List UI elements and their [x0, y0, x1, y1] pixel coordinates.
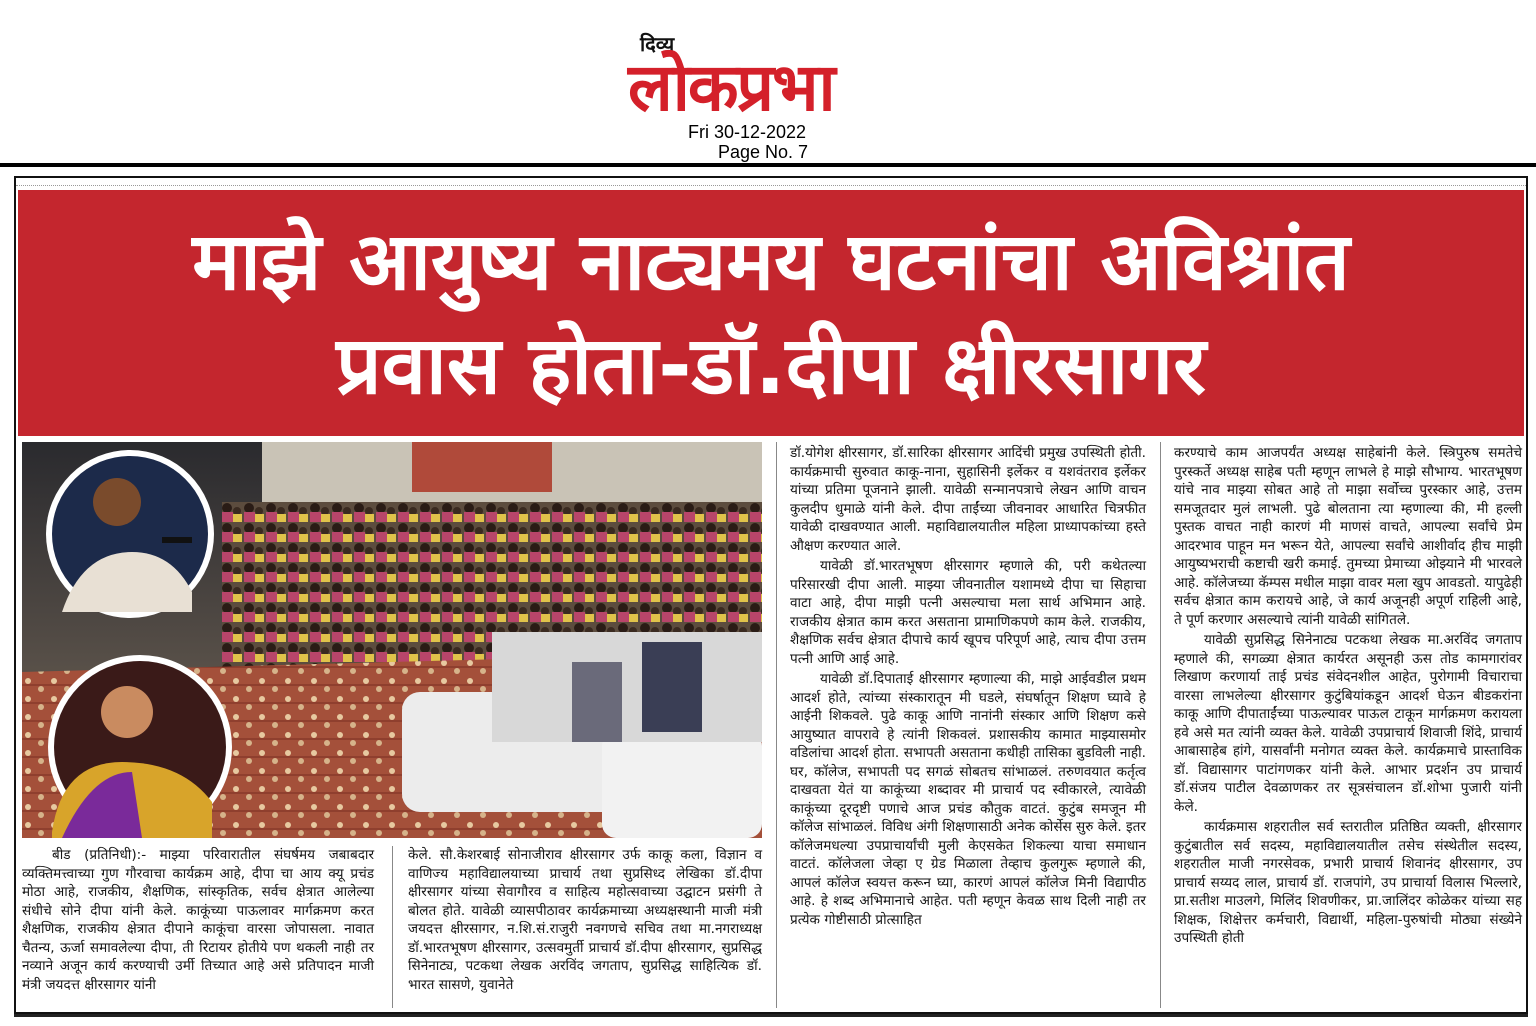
- article-column-4: [1174, 444, 1522, 950]
- white-chairs-front: [602, 732, 762, 838]
- headline-line-2: प्रवास होता-डॉ.दीपा क्षीरसागर: [336, 319, 1206, 412]
- paragraph: यावेळी डॉ.भारतभूषण क्षीरसागर म्हणाले की, परी कथेतल्या परिसारखी दीपा आली. माझ्या जीवनातील यशामध्ये दीपा चा सिहाचा वाटा आहे, दीपा माझी पत्नी असल्याचा मला सार्थ अभिमान आहे. राजकीय क्षेत्रात काम करत असताना प्रामाणिकपणे काम केले. राजकीय, शैक्षणिक सर्वच क्षेत्रात दीपाचे कार्य खूपच परिपूर्ण आहे, त्याच दीपा उत्तम पत्नी आणि आई आहे.: [790, 558, 1146, 667]
- clipping-cut-edge: [16, 178, 1526, 186]
- article-column-2: [408, 846, 762, 996]
- paragraph: बीड (प्रतिनिधी):- माझ्या परिवारातील संघर्षमय जबाबदार व्यक्तिमत्त्वाच्या गुण गौरवाचा कार्यक्रम आहे, दीपा चा आय क्यू प्रचंड मोठा आहे, राजकीय, शैक्षणिक, सांस्कृतिक, सर्वच क्षेत्रात आलेल्या संधीचे सोने दीपा यांनी केले. काकूंच्या पाऊलावर मार्गक्रमण करत शैक्षणिक, राजकीय क्षेत्रात दीपाने काकूंचा वारसा जोपासला. नावात चैतन्य, ऊर्जा समावलेल्या दीपा, ती रिटायर होतीये पण थकली नाही तर नव्याने अजून कार्य करण्याची उर्मी तिच्यात आहे असे प्रतिपादन माजी मंत्री जयदत्त क्षीरसागर यांनी: [22, 847, 374, 993]
- paragraph: यावेळी सुप्रसिद्ध सिनेनाट्य पटकथा लेखक मा.अरविंद जगताप म्हणाले की, सगळ्या क्षेत्रात कार्यरत असूनही ऊस तोड कामगारांवर लिखाण करणार्या ताई प्रचंड संवेदनशील आहेत, पुरोगामी विचाराचा वारसा लाभलेल्या क्षीरसागर कुटुंबियांकडून आदर्श घेऊन बीडकरांना काकू आणि दीपाताईंच्या पाऊल्यावर पाऊल टाकून मार्गक्रमण करायला हवे असे मत त्यांनी व्यक्त केले. यावेळी उपप्राचार्य शिवाजी शिंदे, प्राचार्य आबासाहेब हांगे, यासर्वांनी मनोगत व्यक्त केले. कार्यक्रमाचे प्रास्ताविक डॉ. विद्यासागर पाटांगणकर यांनी केले. आभार प्रदर्शन उप प्राचार्य डॉ.संजय पाटील देवळाणकर तर सूत्रसंचालन डॉ.शोभा पुजारी यांनी केले.: [1174, 632, 1522, 815]
- paragraph: यावेळी डॉ.दिपाताई क्षीरसागर म्हणाल्या की, माझे आईवडील प्रथम आदर्श होते, त्यांच्या संस्कारातून मी घडले, संघर्षातून शिक्षण घ्यावे हे आईनी शिकवले. पुढे काकू आणि नानांनी संस्कार आणि शिक्षण कसे आयुष्यात वापरावे हे त्यांनी शिकवलं. प्रशासकीय कामात माझ्यासमोर वडिलांचा आदर्श होता. सभापती असताना कधीही तासिका बुडविली नाही. घर, कॉलेज, सभापती पद सगळं सोबतच सांभाळलं. तरुणवयात कर्तृत्व दाखवता येतं या काकूंच्या शब्दावर मी प्राचार्य पद स्वीकारले, त्यावेळी काकूंच्या दूरदृष्टी पणाचे आज प्रचंड कौतुक वाटतं. कुटुंब समजून मी कॉलेज सांभाळलं. विविध अंगी शिक्षणासाठी अनेक कोर्सेस सुरु केले. इतर कॉलेजमधल्या उपप्राचार्यांची मुली केएसकेत शिकल्या याचा समाधान वाटतं. कॉलेजला जेव्हा ए ग्रेड मिळाला तेव्हाच कुलगुरू म्हणाले की, आपलं कॉलेज स्वयत्त करून घ्या, कारणं आपलं कॉलेज मिनी विद्यापीठ आहे. हे शब्द अभिमानाचे आहेत. पती म्हणून केवळ साथ दिली नाही तर प्रत्येक गोष्टीसाठी प्रोत्साहित: [790, 671, 1146, 928]
- column-divider-under: [392, 846, 393, 1008]
- page-number: Page No. 7: [718, 142, 809, 162]
- article-column-3: [790, 444, 1146, 931]
- paragraph: डॉ.योगेश क्षीरसागर, डॉ.सारिका क्षीरसागर आदिंची प्रमुख उपस्थिती होती. कार्यक्रमाची सुरुवात काकू-नाना, सुहासिनी इर्लेकर व यशवंतराव इर्लेकर यांच्या प्रतिमा पूजनाने झाली. यावेळी सन्मानपत्राचे लेखन आणि वाचन कुलदीप धुमाळे यांनी केले. दीपा ताईंच्या जीवनावर आधारित चित्रफीत यावेळी दाखवण्यात आली. महाविद्यालयातील महिला प्राध्यापकांच्या हस्ते औक्षण करण्यात आले.: [790, 445, 1146, 554]
- event-photo: [22, 442, 762, 838]
- logo-prefix: दिव्य: [640, 32, 675, 56]
- headline-banner: [18, 190, 1524, 436]
- paragraph: कार्यक्रमास शहरातील सर्व स्तरातील प्रतिष्ठित व्यक्ती, क्षीरसागर कुटुंबातील सर्व सदस्य, महाविद्यालयातील तसेच संस्थेतील सदस्य, शहरातील माजी नगरसेवक, प्रभारी प्राचार्य शिवानंद क्षीरसागर, उप प्राचार्य सय्यद लाल, प्राचार्य डॉ. राजपांगे, उप प्राचार्या विलास भिल्लारे, प्रा.सतीश माउलगे, मिलिंद शिवणीकर, प्रा.जालिंदर कोळेकर यांच्या सह शिक्षक, शिक्षेत्तर कर्मचारी, विद्यार्थी, महिला-पुरुषांची मोठ्या संख्येने उपस्थिती होती: [1174, 819, 1522, 946]
- masthead: [0, 0, 1536, 165]
- paragraph: करण्याचे काम आजपर्यंत अध्यक्ष साहेबांनी केले. स्त्रिपुरुष समतेचे पुरस्कर्ते अध्यक्ष साहेब पती म्हणून लाभले हे माझे सौभाग्य. भारतभूषण यांचे नाव माझ्या सोबत आहे तो माझा सर्वोच्च पुरस्कार आहे, उत्तम समजूतदार मुलं लाभली. पुढे बोलताना त्या म्हणाल्या की, मी हल्ली पुस्तक वाचत नाही कारणं मी माणसं वाचते, आपल्या सर्वांचे प्रेम आदरभाव पाहून मन भरून येते, आपल्या सर्वांचे आशीर्वाद हीच माझी आयुष्यभराची कष्टाची खरी कमाई. तुमच्या प्रेमाच्या ओझ्याने मी भारवले आहे. कॉलेजच्या कॅम्पस मधील माझा वावर मला खुप आवडतो. यापुढेही सर्वच क्षेत्रात काम करायचे आहे, जे कार्य अजूनही अपूर्ण राहिली आहे, ते पूर्ण करणार असल्याचे त्यांनी यावेळी सांगितले.: [1174, 445, 1522, 628]
- headline-line-1: माझे आयुष्य नाट्यमय घटनांचा अविश्रांत: [192, 215, 1350, 308]
- speaker-inset-bottom: [48, 655, 232, 838]
- column-divider-2: [1160, 442, 1161, 1008]
- clipping-bottom-rule: [14, 1014, 1528, 1017]
- column-divider-1: [776, 442, 777, 1008]
- seated-guest-check: [572, 662, 622, 742]
- masthead-divider: [0, 163, 1536, 167]
- paragraph: केले. सौ.केशरबाई सोनाजीराव क्षीरसागर उर्फ काकू कला, विज्ञान व वाणिज्य महाविद्यालयाच्या प्राचार्य तथा सुप्रसिध्द लेखिका डॉ.दीपा क्षीरसागर यांच्या सेवागौरव व साहित्य महोत्सवाच्या उद्घाटन प्रसंगी ते बोलत होते. यावेळी व्यासपीठावर कार्यक्रमाच्या अध्यक्षस्थानी माजी मंत्री जयदत्त क्षीरसागर, न.शि.सं.राजुरी नवगणचे सचिव तथा मा.नगराध्यक्ष डॉ.भारतभूषण क्षीरसागर, उत्सवमुर्ती प्राचार्य डॉ.दीपा क्षीरसागर, सुप्रसिद्ध सिनेनाट्य, पटकथा लेखक अरविंद जगताप, सुप्रसिद्ध साहित्यिक डॉ. भारत सासणे, युवानेते: [408, 847, 762, 993]
- publication-date: Fri 30-12-2022: [688, 122, 807, 142]
- speaker-inset-top: [46, 450, 214, 618]
- news-clipping: [14, 176, 1528, 1014]
- seated-guest-dark: [642, 642, 702, 732]
- seated-guests: [492, 632, 762, 742]
- lokprabha-logo: [628, 30, 908, 130]
- logo-title: लोकप्रभा: [628, 49, 834, 126]
- article-column-1: [22, 846, 374, 996]
- stage-banner: [412, 442, 552, 492]
- headline: [18, 210, 1524, 418]
